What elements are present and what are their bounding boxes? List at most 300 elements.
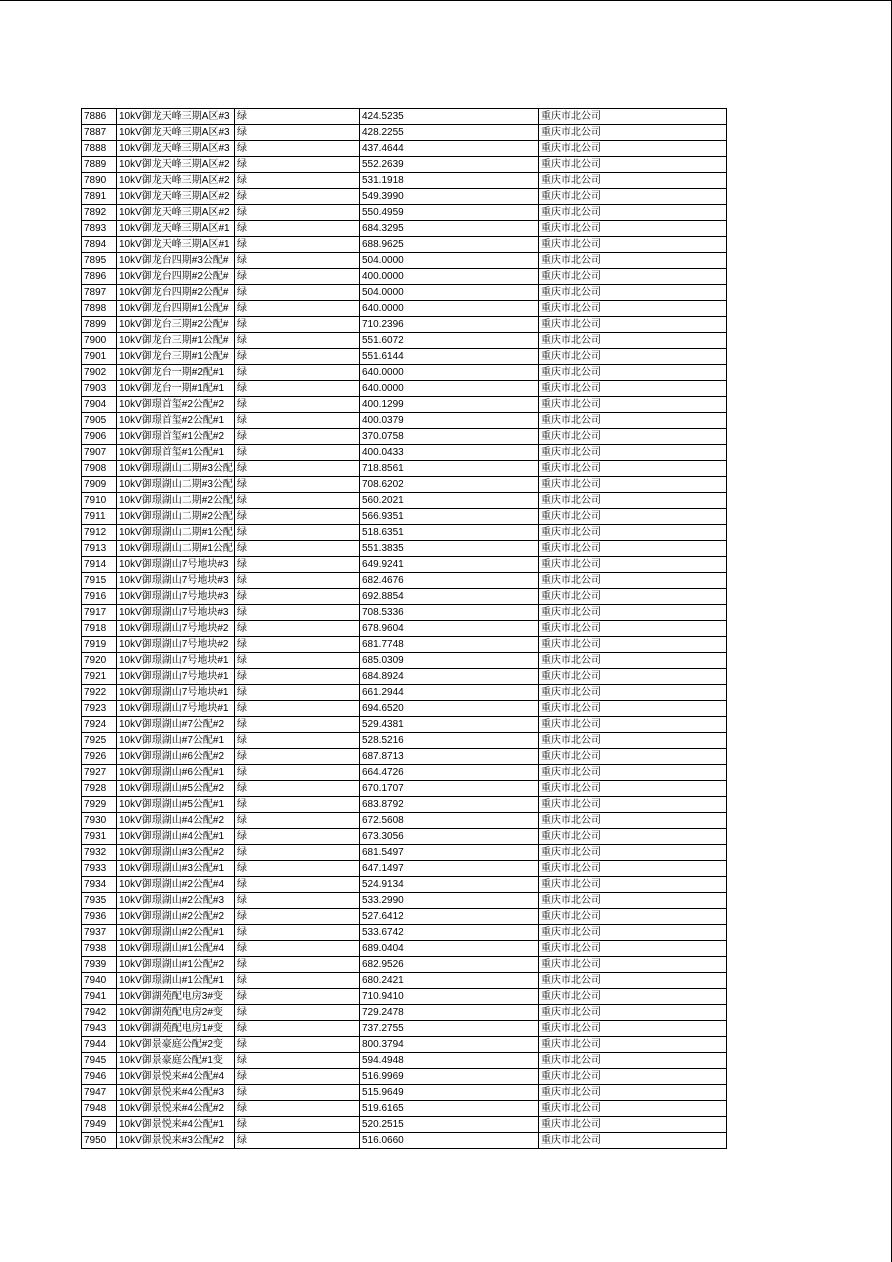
row-name-cell: 10kV御璟湖山7号地块#3: [117, 557, 235, 573]
row-id-cell: 7938: [82, 941, 117, 957]
row-id-cell: 7931: [82, 829, 117, 845]
table-row: [82, 685, 727, 701]
row-type-cell: 绿: [235, 829, 360, 845]
row-id-cell: 7939: [82, 957, 117, 973]
row-id-cell: 7908: [82, 461, 117, 477]
table-row: [82, 589, 727, 605]
row-company-cell: 重庆市北公司: [539, 733, 727, 749]
row-name-cell: 10kV御龙天峰三期A区#3: [117, 109, 235, 125]
row-type-cell: 绿: [235, 365, 360, 381]
row-type-cell: 绿: [235, 109, 360, 125]
row-value-cell: 694.6520: [360, 701, 539, 717]
row-type-cell: 绿: [235, 237, 360, 253]
row-type-cell: 绿: [235, 1133, 360, 1149]
row-value-cell: 673.3056: [360, 829, 539, 845]
row-type-cell: 绿: [235, 893, 360, 909]
row-name-cell: 10kV御璟湖山#1公配#2: [117, 957, 235, 973]
row-company-cell: 重庆市北公司: [539, 445, 727, 461]
table-row: [82, 349, 727, 365]
table-row: [82, 397, 727, 413]
row-type-cell: 绿: [235, 989, 360, 1005]
row-id-cell: 7947: [82, 1085, 117, 1101]
row-name-cell: 10kV御璟湖山7号地块#1: [117, 685, 235, 701]
row-type-cell: 绿: [235, 557, 360, 573]
row-value-cell: 687.8713: [360, 749, 539, 765]
table-row: [82, 1037, 727, 1053]
row-id-cell: 7913: [82, 541, 117, 557]
row-name-cell: 10kV御湖苑配电房3#变: [117, 989, 235, 1005]
row-type-cell: 绿: [235, 749, 360, 765]
row-type-cell: 绿: [235, 1037, 360, 1053]
table-body: [82, 109, 727, 1149]
row-name-cell: 10kV御璟湖山7号地块#1: [117, 653, 235, 669]
row-name-cell: 10kV御璟湖山#2公配#1: [117, 925, 235, 941]
row-name-cell: 10kV御璟湖山二期#2公配: [117, 493, 235, 509]
row-name-cell: 10kV御璟湖山二期#1公配: [117, 525, 235, 541]
row-value-cell: 737.2755: [360, 1021, 539, 1037]
row-value-cell: 437.4644: [360, 141, 539, 157]
row-name-cell: 10kV御璟首玺#2公配#2: [117, 397, 235, 413]
row-value-cell: 550.4959: [360, 205, 539, 221]
row-company-cell: 重庆市北公司: [539, 909, 727, 925]
row-value-cell: 685.0309: [360, 653, 539, 669]
row-company-cell: 重庆市北公司: [539, 317, 727, 333]
row-type-cell: 绿: [235, 861, 360, 877]
row-name-cell: 10kV御璟湖山#5公配#2: [117, 781, 235, 797]
row-value-cell: 400.0433: [360, 445, 539, 461]
row-type-cell: 绿: [235, 669, 360, 685]
row-name-cell: 10kV御璟湖山#3公配#1: [117, 861, 235, 877]
table-row: [82, 1133, 727, 1149]
row-value-cell: 708.5336: [360, 605, 539, 621]
row-type-cell: 绿: [235, 493, 360, 509]
row-type-cell: 绿: [235, 1069, 360, 1085]
row-id-cell: 7921: [82, 669, 117, 685]
row-value-cell: 710.9410: [360, 989, 539, 1005]
row-value-cell: 520.2515: [360, 1117, 539, 1133]
table-row: [82, 493, 727, 509]
row-type-cell: 绿: [235, 605, 360, 621]
row-name-cell: 10kV御璟湖山#1公配#4: [117, 941, 235, 957]
table-row: [82, 477, 727, 493]
table-row: [82, 557, 727, 573]
row-value-cell: 680.2421: [360, 973, 539, 989]
row-type-cell: 绿: [235, 157, 360, 173]
row-name-cell: 10kV御璟湖山#3公配#2: [117, 845, 235, 861]
row-value-cell: 400.0000: [360, 269, 539, 285]
table-row: [82, 765, 727, 781]
row-value-cell: 560.2021: [360, 493, 539, 509]
row-company-cell: 重庆市北公司: [539, 845, 727, 861]
row-value-cell: 527.6412: [360, 909, 539, 925]
table-row: [82, 973, 727, 989]
data-table: [81, 108, 727, 1149]
row-name-cell: 10kV御璟湖山#1公配#1: [117, 973, 235, 989]
table-row: [82, 733, 727, 749]
row-value-cell: 566.9351: [360, 509, 539, 525]
row-id-cell: 7945: [82, 1053, 117, 1069]
row-company-cell: 重庆市北公司: [539, 637, 727, 653]
row-company-cell: 重庆市北公司: [539, 653, 727, 669]
row-value-cell: 729.2478: [360, 1005, 539, 1021]
row-company-cell: 重庆市北公司: [539, 765, 727, 781]
row-id-cell: 7911: [82, 509, 117, 525]
row-type-cell: 绿: [235, 909, 360, 925]
table-row: [82, 1069, 727, 1085]
row-value-cell: 518.6351: [360, 525, 539, 541]
row-id-cell: 7906: [82, 429, 117, 445]
row-company-cell: 重庆市北公司: [539, 605, 727, 621]
row-id-cell: 7949: [82, 1117, 117, 1133]
row-name-cell: 10kV御龙天峰三期A区#2: [117, 157, 235, 173]
row-value-cell: 528.5216: [360, 733, 539, 749]
row-company-cell: 重庆市北公司: [539, 669, 727, 685]
table-row: [82, 1053, 727, 1069]
table-row: [82, 173, 727, 189]
row-type-cell: 绿: [235, 141, 360, 157]
row-company-cell: 重庆市北公司: [539, 861, 727, 877]
row-name-cell: 10kV御璟湖山7号地块#3: [117, 573, 235, 589]
row-value-cell: 640.0000: [360, 381, 539, 397]
row-id-cell: 7943: [82, 1021, 117, 1037]
row-type-cell: 绿: [235, 301, 360, 317]
row-id-cell: 7927: [82, 765, 117, 781]
table-row: [82, 445, 727, 461]
row-id-cell: 7914: [82, 557, 117, 573]
row-company-cell: 重庆市北公司: [539, 973, 727, 989]
row-company-cell: 重庆市北公司: [539, 525, 727, 541]
row-name-cell: 10kV御璟湖山#5公配#1: [117, 797, 235, 813]
row-type-cell: 绿: [235, 285, 360, 301]
row-id-cell: 7923: [82, 701, 117, 717]
row-value-cell: 524.9134: [360, 877, 539, 893]
table-row: [82, 1117, 727, 1133]
row-id-cell: 7903: [82, 381, 117, 397]
row-value-cell: 681.7748: [360, 637, 539, 653]
row-company-cell: 重庆市北公司: [539, 1005, 727, 1021]
row-company-cell: 重庆市北公司: [539, 989, 727, 1005]
row-id-cell: 7933: [82, 861, 117, 877]
row-type-cell: 绿: [235, 125, 360, 141]
row-id-cell: 7918: [82, 621, 117, 637]
row-type-cell: 绿: [235, 685, 360, 701]
row-name-cell: 10kV御龙台三期#1公配#: [117, 333, 235, 349]
row-name-cell: 10kV御璟湖山7号地块#3: [117, 605, 235, 621]
row-value-cell: 594.4948: [360, 1053, 539, 1069]
row-company-cell: 重庆市北公司: [539, 749, 727, 765]
row-type-cell: 绿: [235, 1005, 360, 1021]
row-name-cell: 10kV御龙天峰三期A区#3: [117, 141, 235, 157]
row-id-cell: 7924: [82, 717, 117, 733]
row-type-cell: 绿: [235, 813, 360, 829]
row-type-cell: 绿: [235, 701, 360, 717]
table-row: [82, 781, 727, 797]
row-value-cell: 640.0000: [360, 301, 539, 317]
row-type-cell: 绿: [235, 573, 360, 589]
table-row: [82, 621, 727, 637]
row-id-cell: 7912: [82, 525, 117, 541]
row-id-cell: 7928: [82, 781, 117, 797]
row-name-cell: 10kV御景悦来#4公配#3: [117, 1085, 235, 1101]
row-type-cell: 绿: [235, 445, 360, 461]
row-company-cell: 重庆市北公司: [539, 1021, 727, 1037]
table-row: [82, 189, 727, 205]
row-id-cell: 7916: [82, 589, 117, 605]
row-id-cell: 7888: [82, 141, 117, 157]
row-value-cell: 551.6144: [360, 349, 539, 365]
row-value-cell: 670.1707: [360, 781, 539, 797]
row-company-cell: 重庆市北公司: [539, 589, 727, 605]
row-value-cell: 683.8792: [360, 797, 539, 813]
row-company-cell: 重庆市北公司: [539, 509, 727, 525]
table-row: [82, 877, 727, 893]
row-company-cell: 重庆市北公司: [539, 893, 727, 909]
row-id-cell: 7899: [82, 317, 117, 333]
row-company-cell: 重庆市北公司: [539, 1085, 727, 1101]
row-company-cell: 重庆市北公司: [539, 1133, 727, 1149]
row-value-cell: 710.2396: [360, 317, 539, 333]
row-type-cell: 绿: [235, 1101, 360, 1117]
row-name-cell: 10kV御龙台四期#3公配#: [117, 253, 235, 269]
row-name-cell: 10kV御龙台一期#2配#1: [117, 365, 235, 381]
row-id-cell: 7935: [82, 893, 117, 909]
row-name-cell: 10kV御璟湖山7号地块#3: [117, 589, 235, 605]
row-value-cell: 531.1918: [360, 173, 539, 189]
row-type-cell: 绿: [235, 797, 360, 813]
row-id-cell: 7886: [82, 109, 117, 125]
row-name-cell: 10kV御龙台四期#1公配#: [117, 301, 235, 317]
row-value-cell: 718.8561: [360, 461, 539, 477]
row-name-cell: 10kV御龙天峰三期A区#3: [117, 125, 235, 141]
row-type-cell: 绿: [235, 477, 360, 493]
row-name-cell: 10kV御璟湖山#2公配#2: [117, 909, 235, 925]
row-id-cell: 7904: [82, 397, 117, 413]
row-type-cell: 绿: [235, 221, 360, 237]
row-name-cell: 10kV御璟湖山二期#1公配: [117, 541, 235, 557]
row-name-cell: 10kV御景悦来#4公配#1: [117, 1117, 235, 1133]
row-type-cell: 绿: [235, 349, 360, 365]
row-company-cell: 重庆市北公司: [539, 477, 727, 493]
table-row: [82, 365, 727, 381]
row-type-cell: 绿: [235, 621, 360, 637]
row-name-cell: 10kV御龙天峰三期A区#2: [117, 173, 235, 189]
table-row: [82, 845, 727, 861]
row-type-cell: 绿: [235, 637, 360, 653]
row-company-cell: 重庆市北公司: [539, 813, 727, 829]
row-id-cell: 7896: [82, 269, 117, 285]
row-type-cell: 绿: [235, 1021, 360, 1037]
row-company-cell: 重庆市北公司: [539, 173, 727, 189]
row-type-cell: 绿: [235, 333, 360, 349]
row-value-cell: 516.9969: [360, 1069, 539, 1085]
table-row: [82, 509, 727, 525]
table-row: [82, 253, 727, 269]
row-name-cell: 10kV御龙天峰三期A区#1: [117, 221, 235, 237]
row-name-cell: 10kV御龙台三期#1公配#: [117, 349, 235, 365]
row-id-cell: 7901: [82, 349, 117, 365]
table-row: [82, 1005, 727, 1021]
row-id-cell: 7929: [82, 797, 117, 813]
table-row: [82, 861, 727, 877]
row-company-cell: 重庆市北公司: [539, 541, 727, 557]
row-name-cell: 10kV御璟湖山#4公配#1: [117, 829, 235, 845]
row-type-cell: 绿: [235, 317, 360, 333]
table-row: [82, 301, 727, 317]
row-type-cell: 绿: [235, 189, 360, 205]
row-type-cell: 绿: [235, 429, 360, 445]
row-value-cell: 647.1497: [360, 861, 539, 877]
row-type-cell: 绿: [235, 877, 360, 893]
table-row: [82, 1101, 727, 1117]
row-name-cell: 10kV御璟湖山#6公配#2: [117, 749, 235, 765]
table-row: [82, 957, 727, 973]
row-type-cell: 绿: [235, 1117, 360, 1133]
row-id-cell: 7937: [82, 925, 117, 941]
row-name-cell: 10kV御璟湖山#7公配#2: [117, 717, 235, 733]
row-value-cell: 549.3990: [360, 189, 539, 205]
table-row: [82, 269, 727, 285]
row-value-cell: 504.0000: [360, 253, 539, 269]
row-name-cell: 10kV御璟湖山#2公配#3: [117, 893, 235, 909]
row-id-cell: 7894: [82, 237, 117, 253]
row-id-cell: 7887: [82, 125, 117, 141]
row-name-cell: 10kV御湖苑配电房2#变: [117, 1005, 235, 1021]
row-type-cell: 绿: [235, 941, 360, 957]
table-row: [82, 797, 727, 813]
row-value-cell: 708.6202: [360, 477, 539, 493]
row-name-cell: 10kV御景悦来#3公配#2: [117, 1133, 235, 1149]
row-id-cell: 7895: [82, 253, 117, 269]
row-id-cell: 7909: [82, 477, 117, 493]
row-company-cell: 重庆市北公司: [539, 429, 727, 445]
row-id-cell: 7915: [82, 573, 117, 589]
row-type-cell: 绿: [235, 381, 360, 397]
row-value-cell: 529.4381: [360, 717, 539, 733]
table-row: [82, 333, 727, 349]
row-type-cell: 绿: [235, 397, 360, 413]
row-id-cell: 7948: [82, 1101, 117, 1117]
row-value-cell: 682.9526: [360, 957, 539, 973]
row-value-cell: 519.6165: [360, 1101, 539, 1117]
table-row: [82, 573, 727, 589]
row-company-cell: 重庆市北公司: [539, 221, 727, 237]
row-value-cell: 682.4676: [360, 573, 539, 589]
row-company-cell: 重庆市北公司: [539, 381, 727, 397]
row-value-cell: 649.9241: [360, 557, 539, 573]
table-row: [82, 749, 727, 765]
row-company-cell: 重庆市北公司: [539, 957, 727, 973]
row-type-cell: 绿: [235, 1053, 360, 1069]
row-company-cell: 重庆市北公司: [539, 237, 727, 253]
row-id-cell: 7922: [82, 685, 117, 701]
row-id-cell: 7891: [82, 189, 117, 205]
row-name-cell: 10kV御璟湖山7号地块#2: [117, 637, 235, 653]
row-value-cell: 664.4726: [360, 765, 539, 781]
table-row: [82, 701, 727, 717]
row-id-cell: 7942: [82, 1005, 117, 1021]
row-company-cell: 重庆市北公司: [539, 573, 727, 589]
row-name-cell: 10kV御龙台四期#2公配#: [117, 269, 235, 285]
row-type-cell: 绿: [235, 733, 360, 749]
row-type-cell: 绿: [235, 957, 360, 973]
row-type-cell: 绿: [235, 173, 360, 189]
row-type-cell: 绿: [235, 589, 360, 605]
row-company-cell: 重庆市北公司: [539, 877, 727, 893]
table-row: [82, 221, 727, 237]
row-value-cell: 678.9604: [360, 621, 539, 637]
row-company-cell: 重庆市北公司: [539, 109, 727, 125]
row-name-cell: 10kV御景豪庭公配#2变: [117, 1037, 235, 1053]
table-row: [82, 605, 727, 621]
row-id-cell: 7950: [82, 1133, 117, 1149]
row-value-cell: 533.2990: [360, 893, 539, 909]
row-id-cell: 7900: [82, 333, 117, 349]
row-id-cell: 7944: [82, 1037, 117, 1053]
row-type-cell: 绿: [235, 253, 360, 269]
row-company-cell: 重庆市北公司: [539, 413, 727, 429]
row-id-cell: 7902: [82, 365, 117, 381]
table-row: [82, 413, 727, 429]
row-type-cell: 绿: [235, 205, 360, 221]
row-type-cell: 绿: [235, 845, 360, 861]
row-name-cell: 10kV御璟首玺#2公配#1: [117, 413, 235, 429]
row-name-cell: 10kV御龙台三期#2公配#: [117, 317, 235, 333]
row-name-cell: 10kV御景悦来#4公配#4: [117, 1069, 235, 1085]
row-value-cell: 692.8854: [360, 589, 539, 605]
row-name-cell: 10kV御龙天峰三期A区#2: [117, 205, 235, 221]
row-company-cell: 重庆市北公司: [539, 269, 727, 285]
row-name-cell: 10kV御璟首玺#1公配#2: [117, 429, 235, 445]
table-row: [82, 1085, 727, 1101]
row-type-cell: 绿: [235, 653, 360, 669]
table-row: [82, 717, 727, 733]
table-row: [82, 525, 727, 541]
row-id-cell: 7932: [82, 845, 117, 861]
row-id-cell: 7905: [82, 413, 117, 429]
row-company-cell: 重庆市北公司: [539, 189, 727, 205]
row-company-cell: 重庆市北公司: [539, 1053, 727, 1069]
row-company-cell: 重庆市北公司: [539, 397, 727, 413]
row-company-cell: 重庆市北公司: [539, 941, 727, 957]
row-type-cell: 绿: [235, 717, 360, 733]
row-type-cell: 绿: [235, 461, 360, 477]
row-company-cell: 重庆市北公司: [539, 349, 727, 365]
row-company-cell: 重庆市北公司: [539, 829, 727, 845]
table-row: [82, 541, 727, 557]
table-row: [82, 125, 727, 141]
row-name-cell: 10kV御龙天峰三期A区#2: [117, 189, 235, 205]
row-id-cell: 7925: [82, 733, 117, 749]
row-company-cell: 重庆市北公司: [539, 685, 727, 701]
row-type-cell: 绿: [235, 413, 360, 429]
table-row: [82, 237, 727, 253]
row-name-cell: 10kV御璟湖山#7公配#1: [117, 733, 235, 749]
row-company-cell: 重庆市北公司: [539, 925, 727, 941]
row-id-cell: 7934: [82, 877, 117, 893]
row-id-cell: 7940: [82, 973, 117, 989]
page-top-border: [0, 0, 892, 1]
row-name-cell: 10kV御璟湖山二期#2公配: [117, 509, 235, 525]
row-type-cell: 绿: [235, 973, 360, 989]
row-value-cell: 533.6742: [360, 925, 539, 941]
row-id-cell: 7936: [82, 909, 117, 925]
table-row: [82, 989, 727, 1005]
row-company-cell: 重庆市北公司: [539, 205, 727, 221]
row-value-cell: 551.6072: [360, 333, 539, 349]
row-id-cell: 7893: [82, 221, 117, 237]
table-row: [82, 205, 727, 221]
table-row: [82, 157, 727, 173]
